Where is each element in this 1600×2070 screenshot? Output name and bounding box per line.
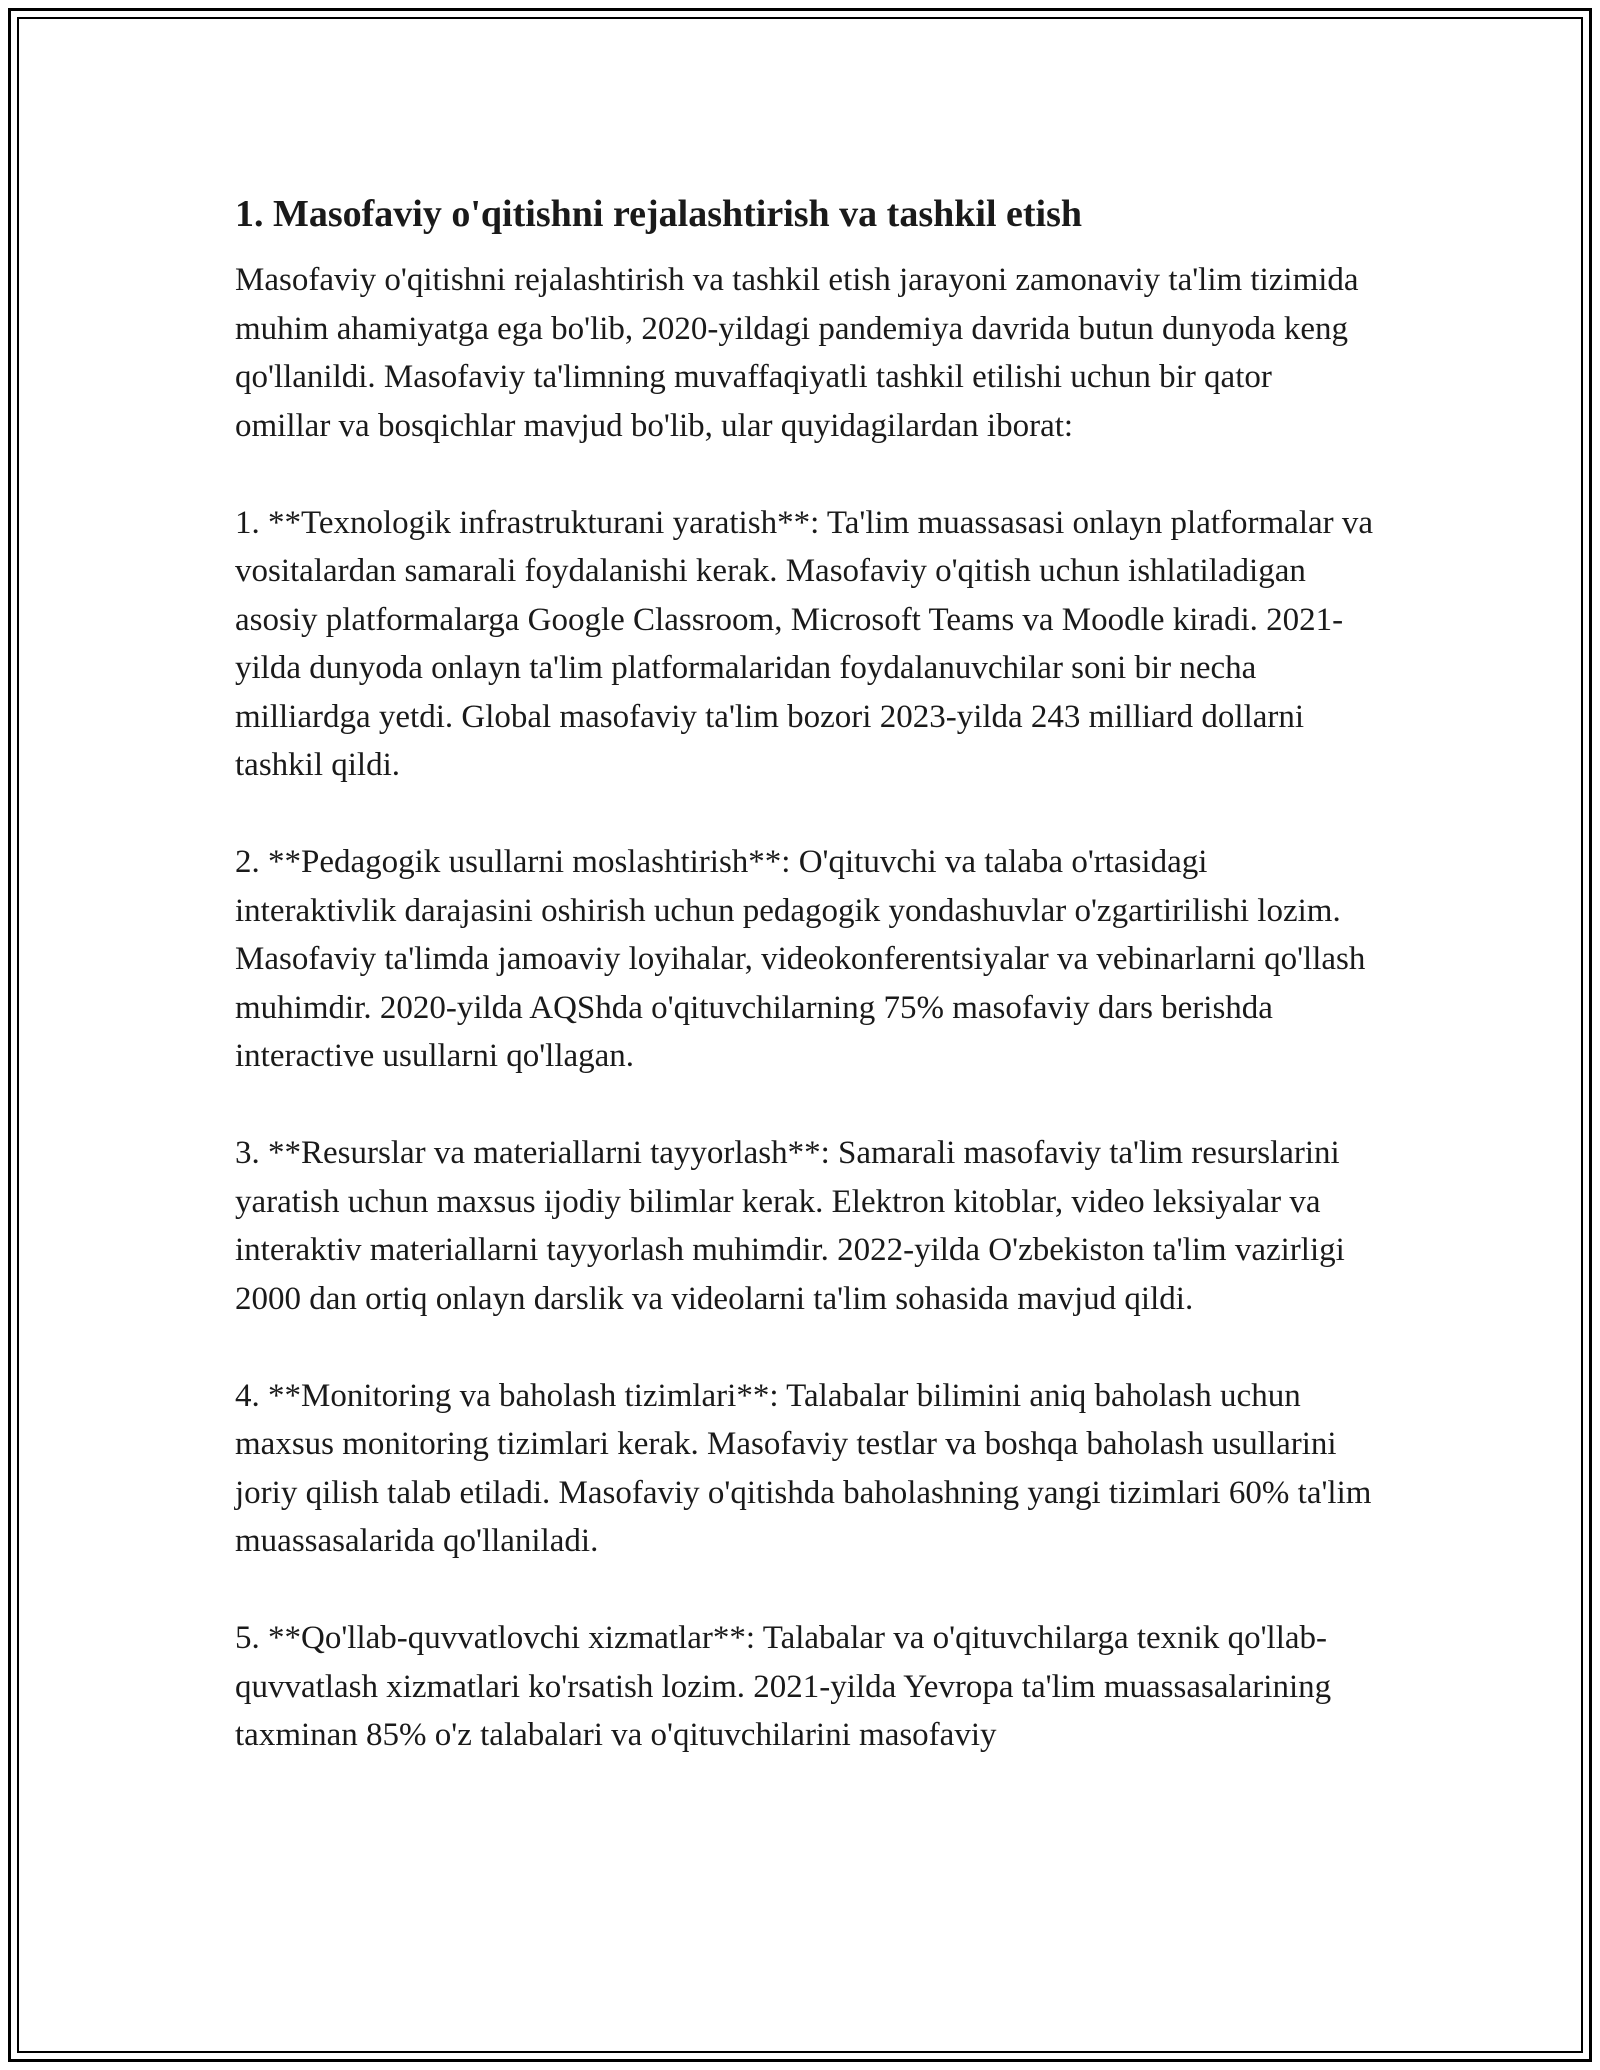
section-title: 1. Masofaviy o'qitishni rejalashtirish va tashkil etish [235, 193, 1083, 235]
list-item-1: 1. **Texnologik infrastrukturani yaratish**: Ta'lim muassasasi onlayn platformalar va vositalardan samarali foydalanishi kerak. Masofaviy o'qitish uchun ishlatiladigan asosiy platformalarga Google Classroom, Microsoft Teams va Moodle kiradi. 2021-yilda dunyoda onlayn ta'lim platformalaridan foydalanuvchilar soni bir necha milliardga yetdi. Global masofaviy ta'lim bozori 2023-yilda 243 milliard dollarni tashkil qildi. [235, 504, 1374, 783]
list-item-3: 3. **Resurslar va materiallarni tayyorlash**: Samarali masofaviy ta'lim resurslarini yaratish uchun maxsus ijodiy bilimlar kerak. Elektron kitoblar, video leksiyalar va interaktiv materiallarni tayyorlash muhimdir. 2022-yilda O'zbekiston ta'lim vazirligi 2000 dan ortiq onlayn darslik va videolarni ta'lim sohasida mavjud qildi. [235, 1135, 1345, 1317]
list-item-2: 2. **Pedagogik usullarni moslashtirish**: O'qituvchi va talaba o'rtasidagi interaktivlik darajasini oshirish uchun pedagogik yondashuvlar o'zgartirilishi lozim. Masofaviy ta'limda jamoaviy loyihalar, videokonferentsiyalar va vebinarlarni qo'llash muhimdir. 2020-yilda AQShda o'qituvchilarning 75% masofaviy dars berishda interactive usullarni qo'llagan. [235, 844, 1366, 1074]
document-body [235, 186, 1375, 1760]
intro-paragraph: Masofaviy o'qitishni rejalashtirish va tashkil etish jarayoni zamonaviy ta'lim tizimida muhim ahamiyatga ega bo'lib, 2020-yildagi pandemiya davrida butun dunyoda keng qo'llanildi. Masofaviy ta'limning muvaffaqiyatli tashkil etilishi uchun bir qator omillar va bosqichlar mavjud bo'lib, ular quyidagilardan iborat: [235, 262, 1359, 444]
list-item-4: 4. **Monitoring va baholash tizimlari**: Talabalar bilimini aniq baholash uchun maxsus monitoring tizimlari kerak. Masofaviy testlar va boshqa baholash usullarini joriy qilish talab etiladi. Masofaviy o'qitishda baholashning yangi tizimlari 60% ta'lim muassasalarida qo'llaniladi. [235, 1377, 1372, 1559]
list-item-5: 5. **Qo'llab-quvvatlovchi xizmatlar**: Talabalar va o'qituvchilarga texnik qo'llab-quvvatlash xizmatlari ko'rsatish lozim. 2021-yilda Yevropa ta'lim muassasalarining taxminan 85% o'z talabalari va o'qituvchilarini masofaviy [235, 1620, 1332, 1753]
